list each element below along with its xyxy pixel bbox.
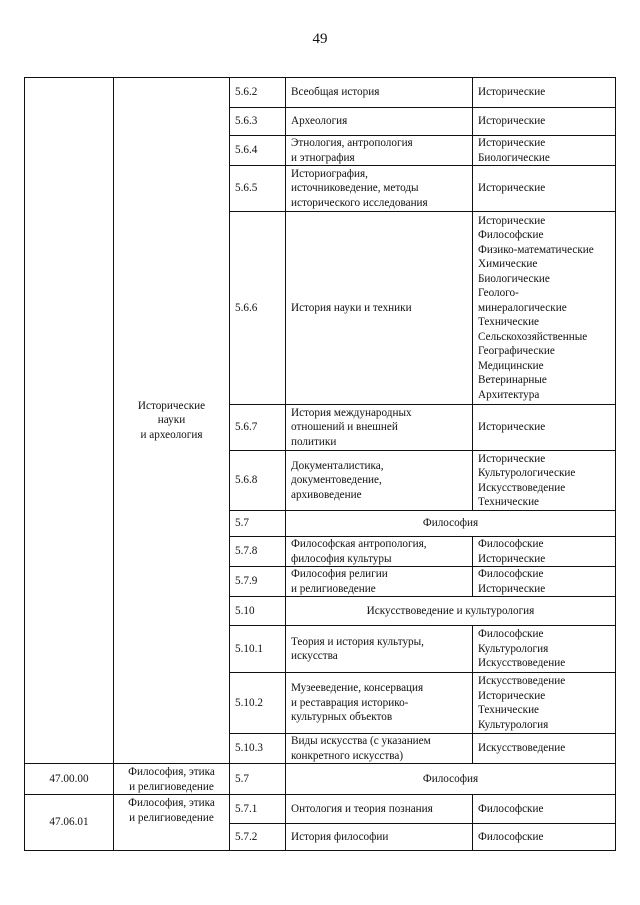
field-cell: Философия, этика и религиоведение <box>114 764 230 795</box>
table-row <box>25 795 616 824</box>
field-label-line: и археология <box>140 428 203 441</box>
specialty-number: 5.10.3 <box>230 734 286 764</box>
specialty-title: История философии <box>286 824 473 851</box>
science-branches: Исторические Биологические <box>473 136 616 166</box>
code-cell: 47.00.00 <box>25 764 114 795</box>
specialty-number: 5.6.2 <box>230 78 286 108</box>
science-branches: Исторические Культурологические Искусствоведение Технические <box>473 451 616 511</box>
specialty-group-title: Искусствоведение и культурология <box>286 597 616 626</box>
specialty-number: 5.10.2 <box>230 673 286 734</box>
specialty-title: История науки и техники <box>286 212 473 405</box>
specialty-title: Музееведение, консервация и реставрация историко- культурных объектов <box>286 673 473 734</box>
specialty-group-title: Философия <box>286 764 616 795</box>
specialty-number: 5.10.1 <box>230 626 286 673</box>
field-label-line: науки <box>157 414 186 427</box>
field-cell: Философия, этика и религиоведение <box>114 795 230 851</box>
science-branches: Исторические <box>473 108 616 136</box>
field-label-line: Исторические <box>137 399 206 412</box>
table-row <box>25 764 616 795</box>
page-number: 49 <box>312 31 328 47</box>
specialty-title: Теория и история культуры, искусства <box>286 626 473 673</box>
specialty-title: Этнология, антропология и этнография <box>286 136 473 166</box>
science-branches: Философские <box>473 824 616 851</box>
specialty-title: Философская антропология, философия культуры <box>286 537 473 567</box>
science-branches: Исторические <box>473 166 616 212</box>
science-branches: Искусствоведение <box>473 734 616 764</box>
specialty-number: 5.6.8 <box>230 451 286 511</box>
code-cell <box>25 78 114 764</box>
specialty-title: Историография, источниковедение, методы исторического исследования <box>286 166 473 212</box>
science-branches: Исторические <box>473 78 616 108</box>
science-branches: Философские Исторические <box>473 537 616 567</box>
table-row <box>25 78 616 108</box>
science-branches: Исторические <box>473 405 616 451</box>
science-branches: Исторические Философские Физико-математические Химические Биологические Геолого- минералогические Технические Сельскохозяйственные Географические Медицинские Ветеринарные Архитектура <box>473 212 616 405</box>
specialty-group-title: Философия <box>286 511 616 537</box>
science-branches: Философские <box>473 795 616 824</box>
code-cell: 47.06.01 <box>25 795 114 851</box>
specialty-number: 5.6.4 <box>230 136 286 166</box>
specialty-title: Всеобщая история <box>286 78 473 108</box>
specialty-number: 5.6.3 <box>230 108 286 136</box>
science-branches: Философские Культурология Искусствоведение <box>473 626 616 673</box>
specialty-title: История международных отношений и внешней политики <box>286 405 473 451</box>
specialty-number: 5.6.5 <box>230 166 286 212</box>
specialty-number: 5.6.7 <box>230 405 286 451</box>
specialty-title: Онтология и теория познания <box>286 795 473 824</box>
science-branches: Искусствоведение Исторические Технические Культурология <box>473 673 616 734</box>
specialty-title: Философия религии и религиоведение <box>286 567 473 597</box>
specialty-number: 5.7.1 <box>230 795 286 824</box>
field-cell <box>114 78 230 764</box>
specialty-title: Археология <box>286 108 473 136</box>
specialty-number: 5.7.9 <box>230 567 286 597</box>
specialty-number: 5.7.2 <box>230 824 286 851</box>
specialty-number: 5.6.6 <box>230 212 286 405</box>
specialty-number: 5.7 <box>230 511 286 537</box>
specialty-number: 5.7 <box>230 764 286 795</box>
science-branches: Философские Исторические <box>473 567 616 597</box>
specialties-table <box>24 77 616 851</box>
specialty-number: 5.10 <box>230 597 286 626</box>
specialty-number: 5.7.8 <box>230 537 286 567</box>
specialty-title: Документалистика, документоведение, архивоведение <box>286 451 473 511</box>
specialty-title: Виды искусства (с указанием конкретного искусства) <box>286 734 473 764</box>
